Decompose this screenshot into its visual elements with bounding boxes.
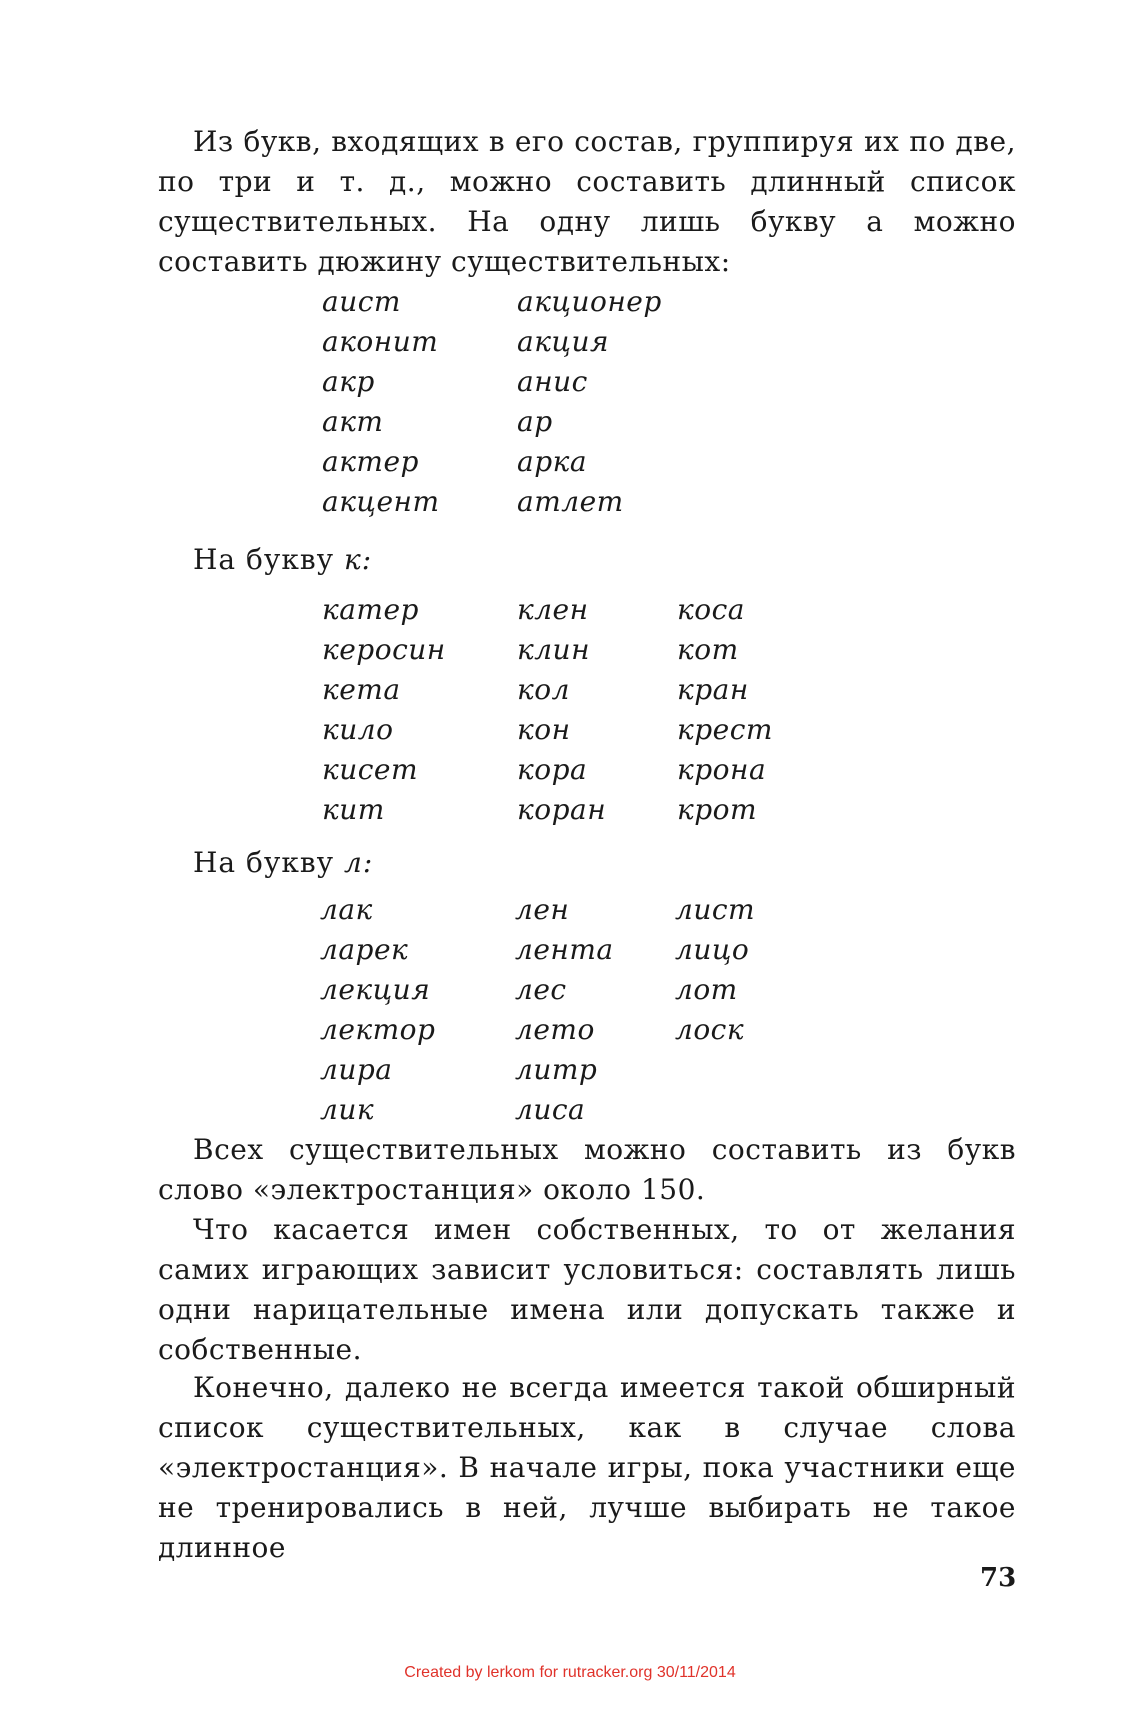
word-item: кон <box>517 713 571 746</box>
word-list-k <box>322 590 837 830</box>
label-prefix: На букву <box>193 543 335 576</box>
word-item: лектор <box>320 1013 436 1046</box>
word-item: акт <box>322 405 384 438</box>
word-item: клин <box>517 633 591 666</box>
word-item: актер <box>322 445 419 478</box>
word-item: керосин <box>322 633 446 666</box>
word-item: акр <box>322 365 375 398</box>
word-item: кета <box>322 673 401 706</box>
word-item: кора <box>517 753 588 786</box>
word-item: лиса <box>515 1093 586 1126</box>
label-letter: к: <box>344 543 373 576</box>
word-item: аконит <box>322 325 439 358</box>
label-letter: л: <box>344 846 374 879</box>
word-item: литр <box>515 1053 598 1086</box>
word-item: акционер <box>517 285 662 318</box>
word-item: лицо <box>675 933 750 966</box>
word-item: лес <box>515 973 567 1006</box>
label-letter-l <box>193 843 373 883</box>
paragraph-intro: Из букв, входящих в его состав, группируя их по две, по три и т. д., можно составить длинный список существительных. На одну лишь букву а можно составить дюжину существительных: <box>158 125 1016 278</box>
word-item: лист <box>675 893 756 926</box>
word-item: кит <box>322 793 385 826</box>
word-item: кол <box>517 673 570 706</box>
word-item: лак <box>320 893 373 926</box>
word-item: коран <box>517 793 607 826</box>
paragraph-proper-names: Что касается имен собственных, то от желания самих играющих зависит условиться: составлять лишь одни нарицательные имена или допускать также и собственные. <box>158 1213 1016 1366</box>
word-item: лик <box>320 1093 375 1126</box>
word-item: лекция <box>320 973 431 1006</box>
word-item: клен <box>517 593 589 626</box>
page-number: 73 <box>980 1563 1017 1593</box>
word-item: лира <box>320 1053 393 1086</box>
word-item: лента <box>515 933 614 966</box>
label-letter-k <box>193 540 372 580</box>
paragraph-conclusion: Конечно, далеко не всегда имеется такой обширный список существительных, как в случае слова «электростанция». В начале игры, пока участники еще не тренировались в ней, лучше выбирать не такое длинное <box>158 1371 1016 1564</box>
word-item: арка <box>517 445 588 478</box>
word-item: кот <box>677 633 739 666</box>
word-item: кисет <box>322 753 419 786</box>
word-item: кран <box>677 673 749 706</box>
word-item: ларек <box>320 933 409 966</box>
word-list-a <box>322 282 712 522</box>
word-list-l <box>320 890 835 1130</box>
word-item: аист <box>322 285 401 318</box>
word-item: крот <box>677 793 758 826</box>
word-item: ар <box>517 405 553 438</box>
word-item: атлет <box>517 485 624 518</box>
word-item: катер <box>322 593 419 626</box>
word-item: крест <box>677 713 773 746</box>
word-item: лоск <box>675 1013 745 1046</box>
word-item: анис <box>517 365 588 398</box>
label-prefix: На букву <box>193 846 335 879</box>
paragraph-total: Всех существительных можно составить из букв слово «электростанция» около 150. <box>158 1133 1016 1206</box>
word-item: лот <box>675 973 738 1006</box>
scan-credit-footer: Created by lerkom for rutracker.org 30/11/2014 <box>404 1664 736 1681</box>
word-item: крона <box>677 753 767 786</box>
word-item: кило <box>322 713 394 746</box>
word-item: лен <box>515 893 570 926</box>
word-item: акцент <box>322 485 440 518</box>
word-item: акция <box>517 325 610 358</box>
word-item: лето <box>515 1013 595 1046</box>
word-item: коса <box>677 593 745 626</box>
